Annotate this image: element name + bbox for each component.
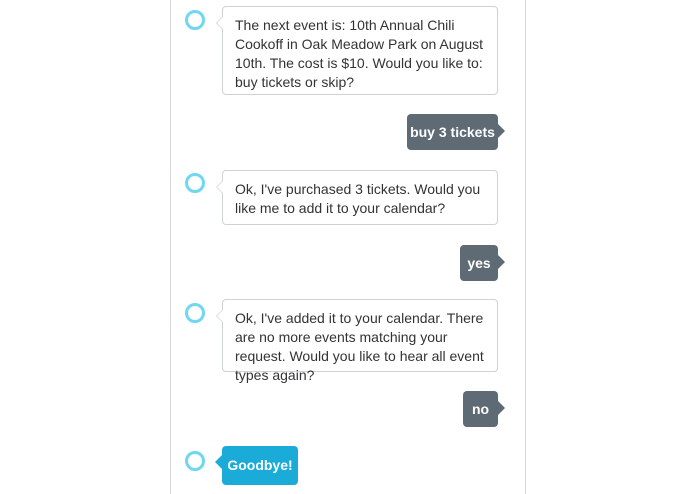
user-message: yes	[460, 245, 498, 281]
alexa-ring-icon	[185, 10, 205, 30]
alexa-ring-icon	[185, 303, 205, 323]
alexa-goodbye-message: Goodbye!	[222, 446, 298, 485]
chat-panel	[170, 0, 526, 494]
alexa-message: Ok, I've added it to your calendar. There are no more events matching your request. Would you like to hear all event types again?	[222, 299, 498, 372]
alexa-message: The next event is: 10th Annual Chili Cookoff in Oak Meadow Park on August 10th. The cost is $10. Would you like to: buy tickets or skip?	[222, 6, 498, 95]
alexa-ring-icon	[185, 173, 205, 193]
alexa-ring-icon	[185, 451, 205, 471]
user-message: no	[463, 391, 498, 427]
user-message: buy 3 tickets	[407, 114, 498, 150]
alexa-message: Ok, I've purchased 3 tickets. Would you like me to add it to your calendar?	[222, 170, 498, 225]
